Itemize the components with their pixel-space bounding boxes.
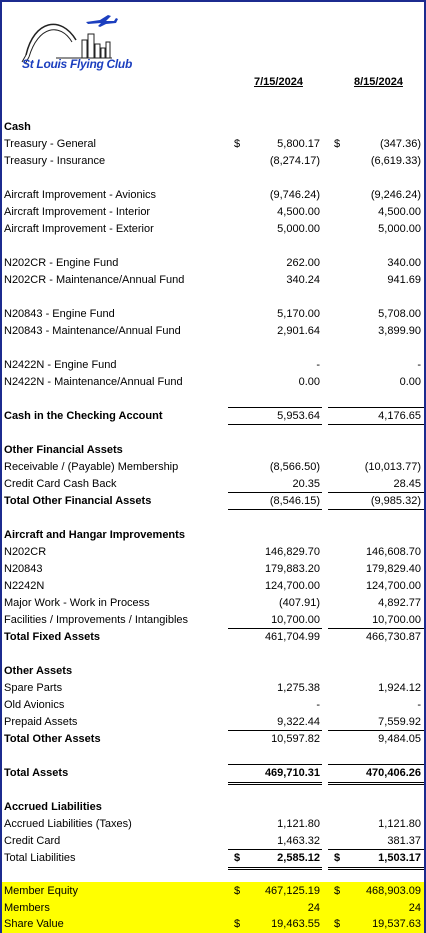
value-col2: 28.45 — [393, 478, 421, 490]
value-col2: 5,000.00 — [378, 223, 421, 235]
table-row — [2, 883, 424, 900]
row-label: Total Other Assets — [4, 733, 101, 745]
row-label: Cash in the Checking Account — [4, 410, 163, 422]
value-col2: (6,619.33) — [370, 155, 421, 167]
value-col2: 179,829.40 — [365, 563, 421, 575]
table-row — [2, 680, 424, 697]
value-col2: 1,503.17 — [378, 852, 421, 864]
value-col1: 146,829.70 — [264, 546, 320, 558]
dollar-sign: $ — [334, 138, 341, 150]
value-col2: (9,985.32) — [370, 495, 421, 507]
value-col2: 10,700.00 — [372, 614, 421, 626]
row-label: Old Avionics — [4, 699, 65, 711]
dollar-sign: $ — [234, 885, 241, 897]
value-col1: 1,463.32 — [277, 835, 320, 847]
rule — [328, 784, 424, 785]
value-col1: 4,500.00 — [277, 206, 320, 218]
value-col1: 179,883.20 — [264, 563, 320, 575]
value-col1: - — [316, 699, 320, 711]
value-col1: 1,121.80 — [277, 818, 320, 830]
row-label: Other Financial Assets — [4, 444, 123, 456]
row-label: Accrued Liabilities (Taxes) — [4, 818, 132, 830]
value-col1: 5,953.64 — [277, 410, 320, 422]
rule — [228, 782, 322, 783]
dollar-sign: $ — [234, 918, 241, 930]
row-label: Other Assets — [4, 665, 73, 677]
value-col2: 1,924.12 — [378, 682, 421, 694]
table-row — [2, 544, 424, 561]
value-col2: (9,246.24) — [370, 189, 421, 201]
value-col1: - — [316, 359, 320, 371]
col1-header: 7/15/2024 — [254, 76, 303, 88]
section-heading — [2, 799, 424, 816]
row-label: N20843 - Engine Fund — [4, 308, 115, 320]
table-row — [2, 408, 424, 425]
dollar-sign: $ — [334, 852, 341, 864]
value-col1: 20.35 — [292, 478, 320, 490]
value-col1: 5,800.17 — [277, 138, 320, 150]
row-label: Total Other Financial Assets — [4, 495, 152, 507]
rule — [228, 867, 322, 868]
row-label: Aircraft Improvement - Interior — [4, 206, 151, 218]
value-col1: 340.24 — [286, 274, 320, 286]
value-col2: - — [417, 699, 421, 711]
table-row — [2, 916, 424, 933]
value-col1: 469,710.31 — [264, 767, 320, 779]
value-col2: 466,730.87 — [365, 631, 421, 643]
value-col2: - — [417, 359, 421, 371]
table-row — [2, 833, 424, 850]
value-col1: 19,463.55 — [271, 918, 320, 930]
row-label: Prepaid Assets — [4, 716, 78, 728]
value-col1: 5,170.00 — [277, 308, 320, 320]
value-col2: 1,121.80 — [378, 818, 421, 830]
value-col1: 0.00 — [298, 376, 320, 388]
value-col2: 5,708.00 — [378, 308, 421, 320]
row-label: N20843 - Maintenance/Annual Fund — [4, 325, 181, 337]
value-col1: 24 — [307, 902, 320, 914]
table-row — [2, 612, 424, 629]
table-row — [2, 731, 424, 748]
value-col2: 9,484.05 — [378, 733, 421, 745]
row-label: Facilities / Improvements / Intangibles — [4, 614, 189, 626]
value-col1: 9,322.44 — [277, 716, 320, 728]
value-col1: 2,585.12 — [277, 852, 320, 864]
row-label: Treasury - General — [4, 138, 96, 150]
value-col1: 467,125.19 — [264, 885, 320, 897]
row-label: N20843 — [4, 563, 43, 575]
row-label: Members — [4, 902, 50, 914]
value-col2: 470,406.26 — [365, 767, 421, 779]
value-col1: (8,566.50) — [269, 461, 320, 473]
table-row — [2, 187, 424, 204]
row-label: Major Work - Work in Process — [4, 597, 150, 609]
table-row — [2, 357, 424, 374]
value-col1: 461,704.99 — [264, 631, 320, 643]
value-col1: 1,275.38 — [277, 682, 320, 694]
rule — [328, 782, 424, 783]
dollar-sign: $ — [334, 918, 341, 930]
table-row — [2, 900, 424, 917]
rule — [328, 867, 424, 868]
table-row — [2, 476, 424, 493]
rule — [328, 869, 424, 870]
row-label: Member Equity — [4, 885, 78, 897]
value-col1: 5,000.00 — [277, 223, 320, 235]
row-label: Accrued Liabilities — [4, 801, 102, 813]
row-label: N2422N - Engine Fund — [4, 359, 117, 371]
table-row — [2, 697, 424, 714]
value-col2: (10,013.77) — [364, 461, 421, 473]
value-col2: 19,537.63 — [372, 918, 421, 930]
table-row — [2, 850, 424, 867]
section-heading — [2, 442, 424, 459]
value-col2: 4,892.77 — [378, 597, 421, 609]
value-col1: 262.00 — [286, 257, 320, 269]
value-col1: 124,700.00 — [264, 580, 320, 592]
table-row — [2, 272, 424, 289]
table-row — [2, 374, 424, 391]
table-row — [2, 561, 424, 578]
value-col2: 24 — [408, 902, 421, 914]
table-row — [2, 459, 424, 476]
value-col2: 340.00 — [387, 257, 421, 269]
rule — [228, 784, 322, 785]
row-label: N202CR — [4, 546, 47, 558]
table-row — [2, 204, 424, 221]
row-label: N2422N - Maintenance/Annual Fund — [4, 376, 183, 388]
row-label: N202CR - Maintenance/Annual Fund — [4, 274, 185, 286]
table-row — [2, 323, 424, 340]
value-col2: 468,903.09 — [365, 885, 421, 897]
value-col1: 2,901.64 — [277, 325, 320, 337]
value-col2: 941.69 — [387, 274, 421, 286]
section-heading — [2, 663, 424, 680]
rule — [228, 509, 322, 510]
table-row — [2, 765, 424, 782]
rule — [328, 424, 424, 425]
rule — [328, 509, 424, 510]
dollar-sign: $ — [234, 852, 241, 864]
rule — [228, 869, 322, 870]
table-row — [2, 714, 424, 731]
value-col2: 124,700.00 — [365, 580, 421, 592]
value-col2: 381.37 — [387, 835, 421, 847]
table-row — [2, 136, 424, 153]
value-col1: (407.91) — [279, 597, 320, 609]
table-row — [2, 221, 424, 238]
row-label: Aircraft Improvement - Avionics — [4, 189, 157, 201]
section-heading — [2, 527, 424, 544]
value-col2: 4,176.65 — [378, 410, 421, 422]
row-label: Total Assets — [4, 767, 69, 779]
table-row — [2, 595, 424, 612]
cash-heading — [2, 119, 424, 136]
row-label: N2242N — [4, 580, 45, 592]
value-col1: (9,746.24) — [269, 189, 320, 201]
dollar-sign: $ — [234, 138, 241, 150]
value-col1: (8,546.15) — [269, 495, 320, 507]
row-label: Treasury - Insurance — [4, 155, 106, 167]
value-col2: 7,559.92 — [378, 716, 421, 728]
row-label: Credit Card — [4, 835, 61, 847]
value-col2: 146,608.70 — [365, 546, 421, 558]
row-label: Receivable / (Payable) Membership — [4, 461, 179, 473]
dollar-sign: $ — [334, 885, 341, 897]
row-label: Aircraft Improvement - Exterior — [4, 223, 154, 235]
value-col1: (8,274.17) — [269, 155, 320, 167]
row-label: Total Fixed Assets — [4, 631, 100, 643]
row-label: Spare Parts — [4, 682, 63, 694]
row-label: Share Value — [4, 918, 64, 930]
value-col1: 10,597.82 — [271, 733, 320, 745]
table-row — [2, 578, 424, 595]
row-label: Credit Card Cash Back — [4, 478, 117, 490]
rule — [228, 424, 322, 425]
value-col2: 4,500.00 — [378, 206, 421, 218]
table-row — [2, 816, 424, 833]
row-label: Aircraft and Hangar Improvements — [4, 529, 185, 541]
table-row — [2, 255, 424, 272]
row-label: Cash — [4, 121, 31, 133]
row-label: Total Liabilities — [4, 852, 76, 864]
value-col2: 0.00 — [399, 376, 421, 388]
table-row — [2, 493, 424, 510]
club-name: St Louis Flying Club — [22, 57, 132, 71]
table-row — [2, 629, 424, 646]
value-col2: (347.36) — [380, 138, 421, 150]
col2-header: 8/15/2024 — [354, 76, 403, 88]
row-label: N202CR - Engine Fund — [4, 257, 119, 269]
value-col2: 3,899.90 — [378, 325, 421, 337]
table-row — [2, 153, 424, 170]
value-col1: 10,700.00 — [271, 614, 320, 626]
table-row — [2, 306, 424, 323]
